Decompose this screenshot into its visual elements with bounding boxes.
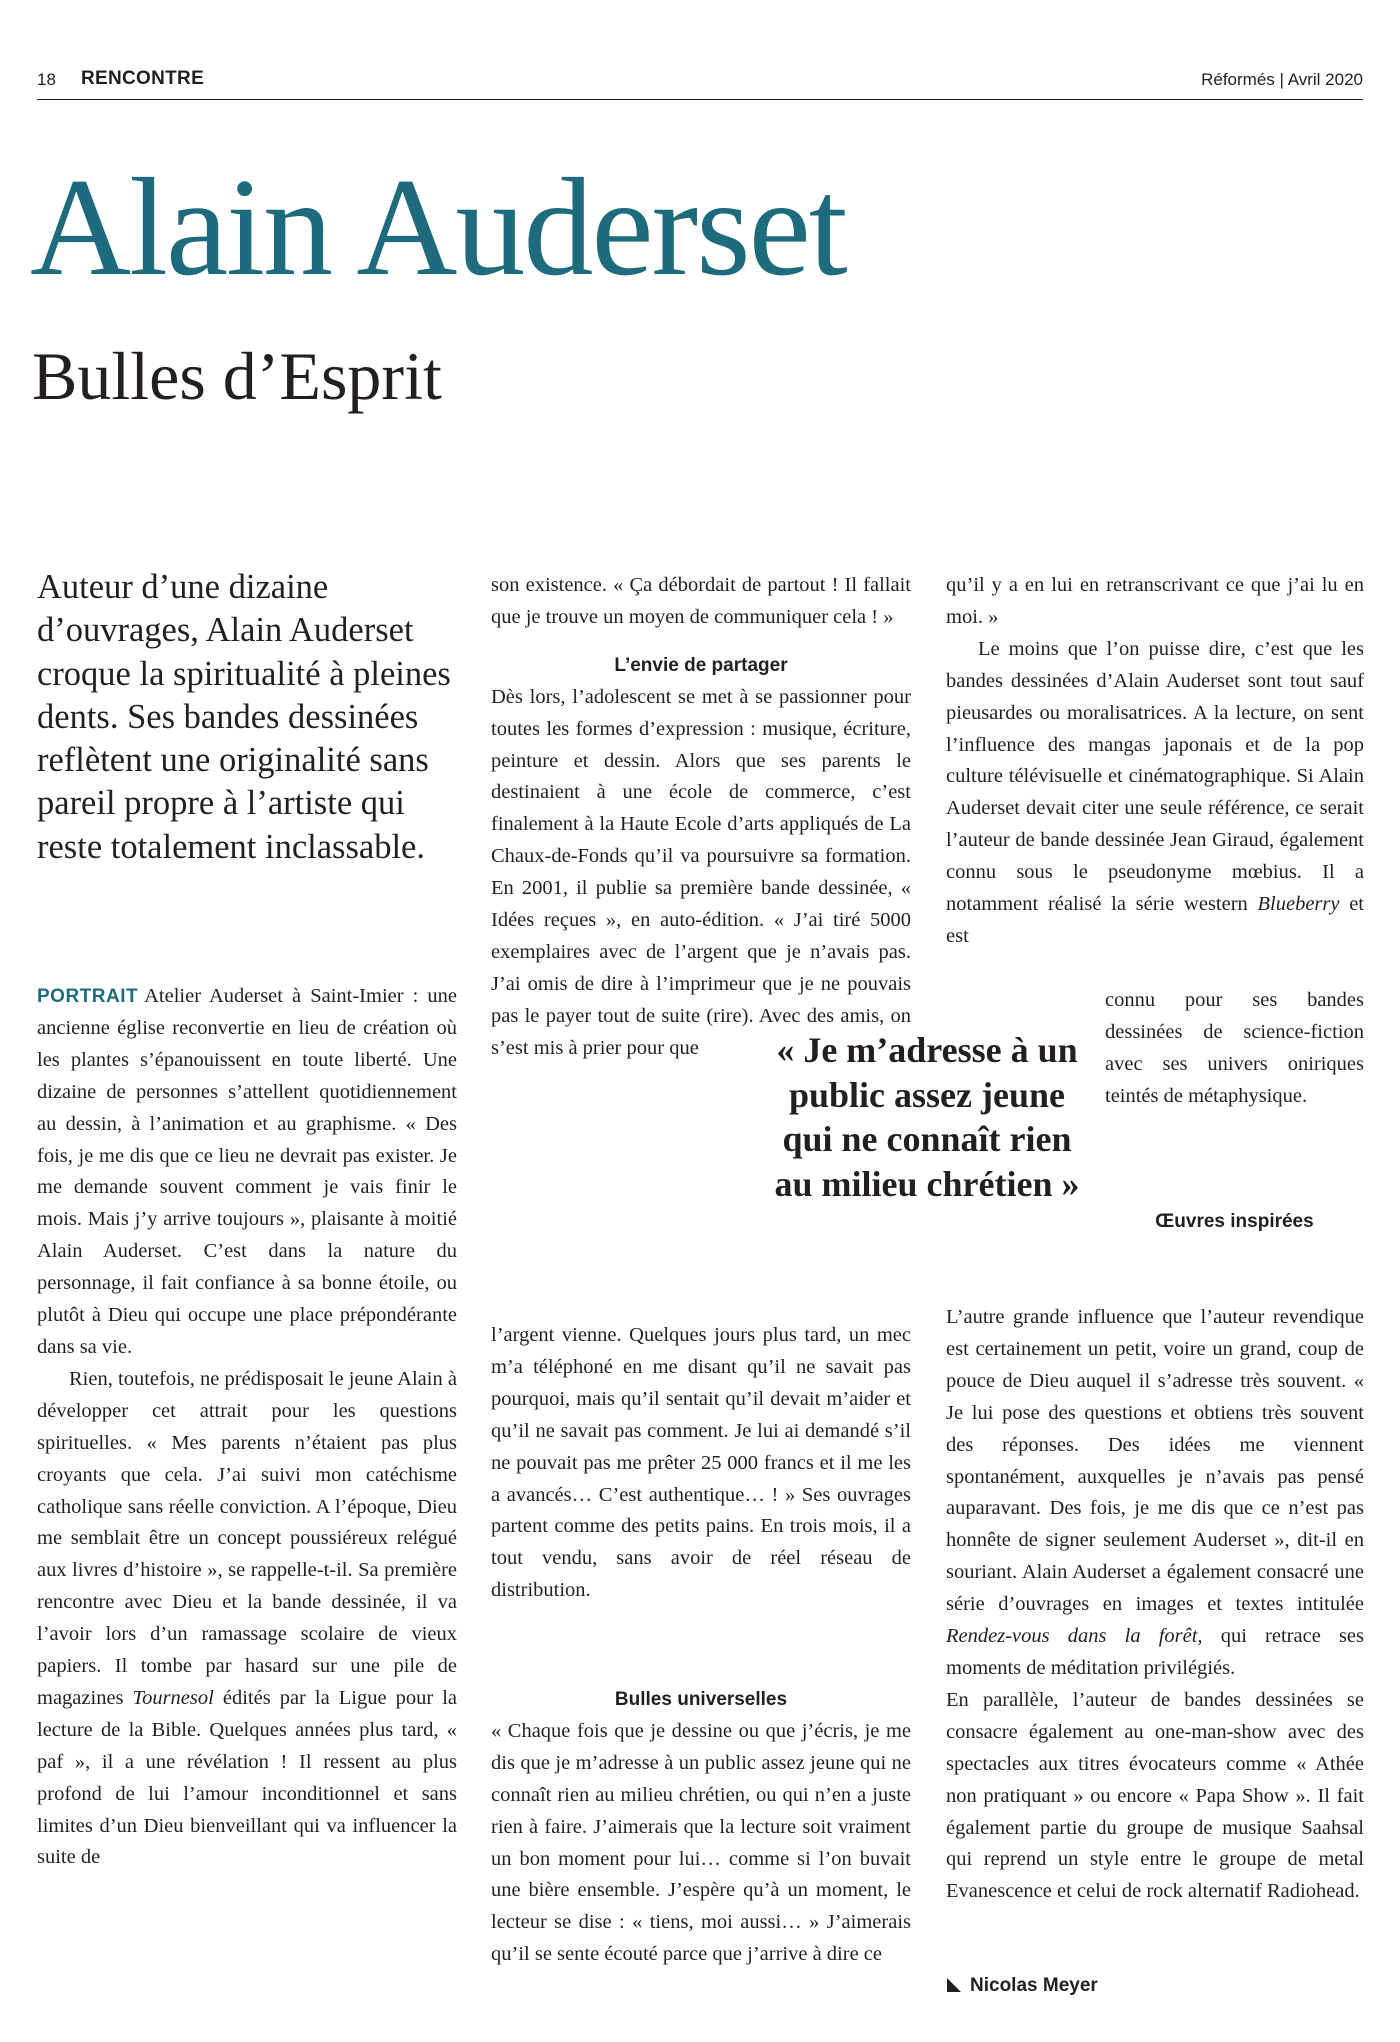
paragraph: En parallèle, l’auteur de bandes dessinées se consacre également au one-man-show avec des spectacles aux titres évocateurs comme « Athée non pratiquant » ou encore « Papa Show ». Il fait également partie du groupe de musique Saahsal qui reprend un style entre le groupe de metal Evanescence et celui de rock alternatif Radiohead. (946, 1688, 1364, 1903)
series-title: Blueberry (1257, 893, 1340, 916)
article-title: Alain Auderset (30, 150, 846, 305)
column-3-continued (946, 1302, 1364, 1908)
publication-info: Réformés | Avril 2020 (1201, 70, 1363, 89)
paragraph: connu pour ses bandes dessinées de science-fiction avec ses univers oniriques teintés de métaphysique. (1105, 989, 1364, 1107)
article-subtitle: Bulles d’Esprit (32, 338, 442, 414)
paragraph (37, 981, 457, 1364)
column-2-bulles (491, 1684, 911, 1971)
magazine-title: Tournesol (132, 1686, 214, 1709)
paragraph (37, 1364, 457, 1875)
paragraph-text: qui retrace ses moments de méditation privilégiés. (946, 1625, 1364, 1679)
article-lead: Auteur d’une dizaine d’ouvrages, Alain Auderset croque la spiritualité à pleines dents. Ses bandes dessinées reflètent une originalité sans pareil propre à l’artiste qui reste totalement inclassable. (37, 568, 451, 866)
kicker-label: PORTRAIT (37, 986, 139, 1007)
author-byline (946, 1975, 1098, 1997)
author-name: Nicolas Meyer (970, 1975, 1098, 1996)
paragraph: « Chaque fois que je dessine ou que j’écris, je me dis que je m’adresse à un public assez jeune qui ne connaît rien au milieu chrétien, ou qui n’en a juste rien à faire. J’aimerais que la lecture soit vraiment un bon moment pour lui… comme si l’on buvait une bière ensemble. J’espère qu’à un moment, le lecteur se dise : « tiens, moi aussi… » J’aimerais qu’il se sente écouté parce que j’arrive à dire ce (491, 1719, 911, 1966)
paragraph-text: et est (946, 893, 1365, 947)
pull-quote: « Je m’adresse à un public assez jeune qui ne connaît rien au milieu chrétien » (774, 1030, 1080, 1204)
series-title: Rendez-vous dans la forêt, (946, 1625, 1203, 1648)
paragraph-text: L’autre grande influence que l’auteur revendique est certainement un petit, voire un grand, coup de pouce de Dieu auquel il s’adresse très souvent. « Je lui pose des questions et obtiens très souvent des réponses. Des idées me viennent spontanément, auxquelles je n’avais pas pensé auparavant. Des fois, je me dis que ce n’est pas honnête de signer seulement Auderset », dit-il en souriant. Alain Auderset a également consacré une série d’ouvrages en images et textes intitulée (946, 1306, 1364, 1616)
paragraph (491, 682, 911, 1065)
subhead-oeuvres: Œuvres inspirées (1155, 1211, 1314, 1232)
paragraph (946, 1302, 1364, 1685)
paragraph (946, 634, 1364, 953)
subhead-envie: L’envie de partager (614, 654, 788, 676)
paragraph: l’argent vienne. Quelques jours plus tard, un mec m’a téléphoné en me disant qu’il ne savait pas pourquoi, mais qu’il sentait qu’il devait m’aider et qu’il ne savait pas comment. Je lui ai demandé s’il ne pouvait pas me prêter 25 000 francs et il me les a avancés… C’est authentique… ! » Ses ouvrages partent comme des petits pains. En trois mois, il a tout vendu, sans avoir de réel réseau de distribution. (491, 1324, 911, 1602)
section-name: RENCONTRE (81, 68, 205, 89)
column-2-continued (491, 1320, 911, 1607)
paragraph: qu’il y a en lui en retranscrivant ce que j’ai lu en moi. » (946, 574, 1364, 628)
page-header (37, 66, 1363, 96)
paragraph: son existence. « Ça débordait de partout ! Il fallait que je trouve un moyen de communiquer cela ! » (491, 574, 911, 628)
column-3 (946, 570, 1364, 953)
column-2 (491, 570, 911, 1065)
byline-triangle-icon (946, 1977, 962, 1993)
paragraph-text: Atelier Auderset à Saint-Imier : une ancienne église reconvertie en lieu de création où les plantes s’épanouissent en toute liberté. Une dizaine de personnes s’attellent quotidiennement au dessin, à l’animation et au graphisme. « Des fois, je me dis que ce lieu ne devrait pas exister. Je me demande souvent comment je vais finir le mois. Mais j’y arrive toujours », plaisante à moitié Alain Auderset. C’est dans la nature du personnage, il fait confiance à sa bonne étoile, ou plutôt à Dieu qui occupe une place prépondérante dans sa vie. (37, 985, 457, 1358)
column-3-oeuvres (1105, 1206, 1364, 1238)
paragraph-text: Le moins que l’on puisse dire, c’est que les bandes dessinées d’Alain Auderset sont tout sauf pieusardes ou moralisatrices. A la lecture, on sent l’influence des mangas japonais et de la pop culture télévisuelle et cinématographique. Si Alain Auderset devait citer une seule référence, ce serait l’auteur de bande dessinée Jean Giraud, également connu sous le pseudonyme mœbius. Il a notamment réalisé la série western (946, 637, 1364, 916)
header-rule (37, 99, 1363, 100)
column-3-narrow (1105, 985, 1364, 1113)
paragraph-text: édités par la Ligue pour la lecture de la Bible. Quelques années plus tard, « paf », il a une révélation ! Il ressent au plus profond de lui l’amour inconditionnel et sans limites d’un Dieu bienveillant qui va influencer la suite de (37, 1686, 457, 1869)
paragraph-text: Rien, toutefois, ne prédisposait le jeune Alain à développer cet attrait pour les questions spirituelles. « Mes parents n’étaient pas plus croyants que cela. J’ai suivi mon catéchisme catholique sans réelle conviction. A l’époque, Dieu me semblait être un concept poussiéreux relégué aux livres d’histoire », se rappelle-t-il. Sa première rencontre avec Dieu et la bande dessinée, il va l’avoir lors d’un ramassage scolaire de vieux papiers. Il tombe par hasard sur une pile de magazines (37, 1367, 457, 1709)
paragraph-text: Dès lors, l’adolescent se met à se passionner pour toutes les formes d’expression : musique, écriture, peinture et dessin. Alors que ses parents le destinaient à une école de commerce, c’est finalement à la Haute Ecole d’arts appliqués de La Chaux-de-Fonds qu’il va poursuivre sa formation. En 2001, il publie sa première bande dessinée, « Idées reçues », en auto-édition. « J’ai tiré 5000 exemplaires avec de l’argent que je n’avais pas. J’ai omis de dire à l’imprimeur que je ne pouvais pas le payer tout de suite (rire). Avec des amis, on s’est mis à prier pour que (491, 685, 911, 1059)
column-1 (37, 981, 457, 1874)
page-number: 18 (37, 70, 56, 89)
subhead-bulles: Bulles universelles (614, 1689, 788, 1710)
